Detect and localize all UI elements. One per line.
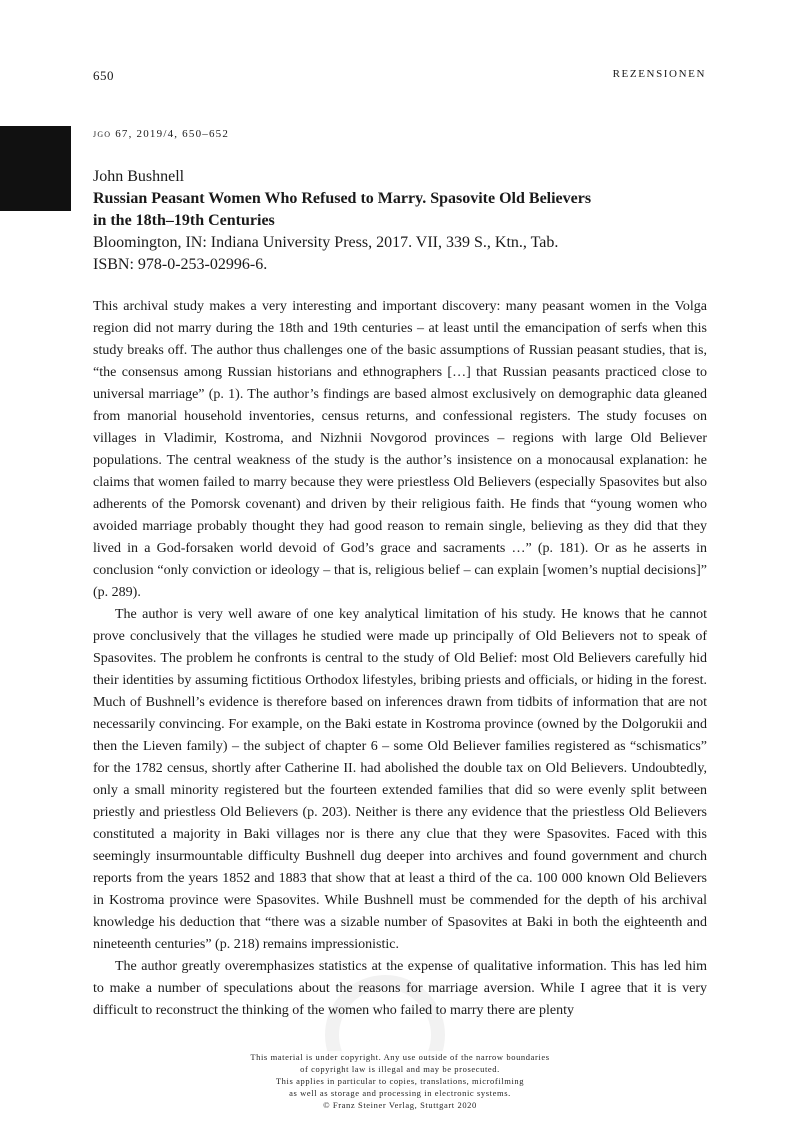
book-title-line-1: Russian Peasant Women Who Refused to Marry. Spasovite Old Believers [93,190,592,207]
book-author: John Bushnell [93,168,185,185]
book-title-line-2: in the 18th–19th Centuries [93,212,275,229]
paragraph-2: The author is very well aware of one key analytical limitation of his study. He knows that he cannot prove conclusively that the villages he studied were made up principally of Old Believers not to speak of Spasovites. The problem he confronts is central to the study of Old Belief: most Old Believers carefully hid their identities by assuming fictitious Orthodox lifestyles, bribing priests and officials, or hiding in the forest. Much of Bushnell’s evidence is therefore based on inferences drawn from tidbits of information that are not necessarily convincing. For example, on the Baki estate in Kostroma province (owned by the Dolgorukii and then the Lieven family) – the subject of chapter 6 – some Old Believer families registered as “schismatics” for the 1782 census, shortly after Catherine II. had abolished the double tax on Old Believers. Undoubtedly, only a small minority registered but the fourteen extended families that did so were evenly split between priestly and priestless Old Believers (p. 203). Neither is there any evidence that the priestless Old Believers constituted a majority in Baki villages nor is there any clue that they were Spasovites. Faced with this seemingly insurmountable difficulty Bushnell dug deeper into archives and found government and church reports from the years 1852 and 1883 that show that at least a third of the ca. 100 000 known Old Believers in Kostroma province were Spasovites. While Bushnell must be commended for the depth of his archival knowledge his deduction that “there was a sizable number of Spasovites at Baki in both the eighteenth and nineteenth centuries” (p. 218) remains impressionistic. [93,607,707,952]
copyright-line: © Franz Steiner Verlag, Stuttgart 2020 [323,1100,477,1110]
journal-citation: jgo 67, 2019/4, 650–652 [93,128,230,140]
book-bibliography [93,166,713,276]
page-number: 650 [93,68,114,83]
copyright-notice [150,1051,650,1111]
book-isbn: ISBN: 978-0-253-02996-6. [93,256,268,273]
copyright-line: This material is under copyright. Any use outside of the narrow boundaries [250,1052,550,1062]
copyright-line: This applies in particular to copies, translations, microfilming [275,1076,525,1086]
paragraph-1: This archival study makes a very interesting and important discovery: many peasant women in the Volga region did not marry during the 18th and 19th centuries – at least until the emancipation of serfs when this study breaks off. The author thus challenges one of the basic assumptions of Russian peasant studies, that is, “the consensus among Russian historians and ethnographers […] that Russian peasants practiced close to universal marriage” (p. 1). The author’s findings are based almost exclusively on demographic data gleaned from manorial household inventories, census returns, and confessional registers. The study focuses on villages in Vladimir, Kostroma, and Nizhnii Novgorod provinces – regions with large Old Believer populations. The central weakness of the study is the author’s insistence on a monocausal explanation: he claims that women failed to marry because they were priestless Old Believers (especially Spasovites but also adherents of the Pomorsk covenant) and driven by their religious faith. He finds that “young women who avoided marriage probably thought they had good reason to remain single, believing as they did that they lived in a God-forsaken world devoid of God’s grace and sacraments …” (p. 181). Or as he asserts in conclusion “only conviction or ideology – that is, religious belief – can explain [women’s nuptial decisions]” (p. 289). [93,299,707,600]
paragraph-3: The author greatly overemphasizes statistics at the expense of qualitative information. This has led him to make a number of speculations about the reasons for marriage aversion. While I agree that it is very difficult to reconstruct the thinking of the women who failed to marry there are plenty [93,959,707,1018]
copyright-line: as well as storage and processing in electronic systems. [289,1088,511,1098]
book-publisher: Bloomington, IN: Indiana University Press, 2017. VII, 339 S., Ktn., Tab. [93,234,559,251]
copyright-line: of copyright law is illegal and may be prosecuted. [300,1064,500,1074]
review-body [93,296,707,1022]
running-header-section: REZENSIONEN [612,68,706,80]
chapter-tab-marker [0,126,71,211]
